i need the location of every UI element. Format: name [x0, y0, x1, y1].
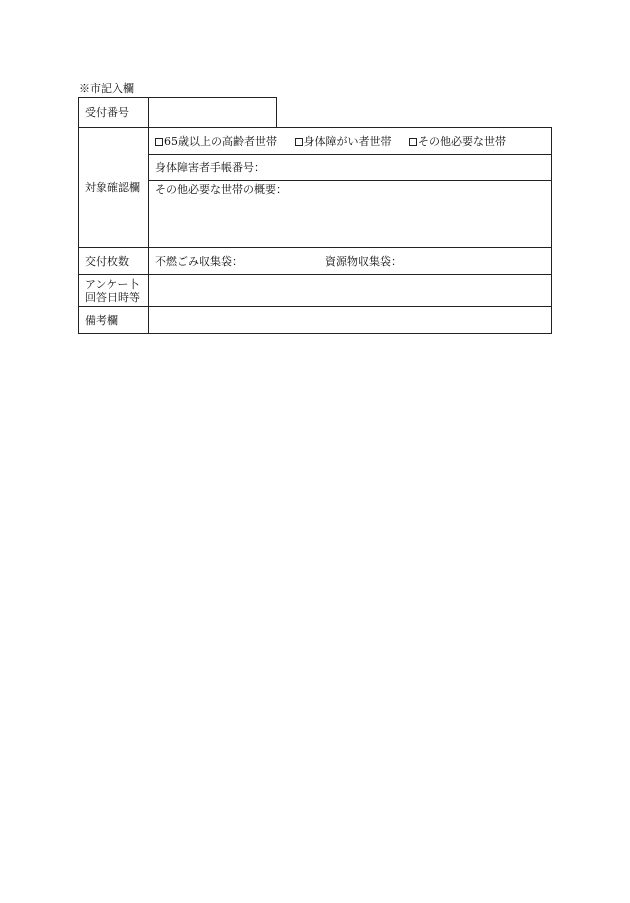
issue-count-label: 交付枚数 — [79, 248, 149, 275]
remarks-label: 備考欄 — [79, 307, 149, 334]
remarks-field[interactable] — [149, 307, 552, 334]
check-disabled[interactable] — [295, 135, 392, 148]
reception-number-field[interactable] — [149, 98, 277, 128]
issue-count-field[interactable] — [149, 248, 552, 275]
checkbox-icon[interactable] — [295, 138, 303, 146]
row-target-check — [79, 128, 552, 155]
handbook-number-label: 身体障害者手帳番号： — [155, 161, 265, 174]
row-other-summary — [79, 181, 552, 248]
city-entry-form — [78, 97, 552, 334]
row-remarks — [79, 307, 552, 334]
empty-area — [277, 98, 552, 128]
target-confirmation-label: 対象確認欄 — [79, 128, 149, 248]
check-disabled-label: 身体障がい者世帯 — [303, 134, 392, 148]
survey-label-line1: アンケー卜 — [85, 277, 140, 291]
survey-label-line2: 回答日時等 — [85, 290, 140, 304]
check-elderly-label: 65歳以上の高齢者世帯 — [164, 134, 277, 148]
survey-field[interactable] — [149, 275, 552, 307]
reception-number-label: 受付番号 — [79, 98, 149, 128]
other-summary-label: その他必要な世帯の概要： — [155, 183, 287, 196]
check-other-label: その他必要な世帯 — [418, 134, 506, 148]
checkbox-icon[interactable] — [409, 138, 417, 146]
check-elderly[interactable] — [155, 135, 277, 148]
check-other[interactable] — [409, 135, 506, 148]
row-survey — [79, 275, 552, 307]
row-reception-number — [79, 98, 552, 128]
recyclable-bag-label: 資源物収集袋： — [325, 254, 402, 268]
target-checkboxes — [149, 128, 552, 155]
nonburnable-bag-label: 不燃ごみ収集袋： — [155, 254, 243, 268]
section-label: ※市記入欄 — [79, 82, 134, 95]
other-summary-field[interactable] — [149, 181, 552, 248]
row-issue-count — [79, 248, 552, 275]
handbook-number-field[interactable] — [149, 155, 552, 181]
row-handbook-number — [79, 155, 552, 181]
checkbox-icon[interactable] — [155, 138, 163, 146]
survey-label — [79, 275, 149, 307]
